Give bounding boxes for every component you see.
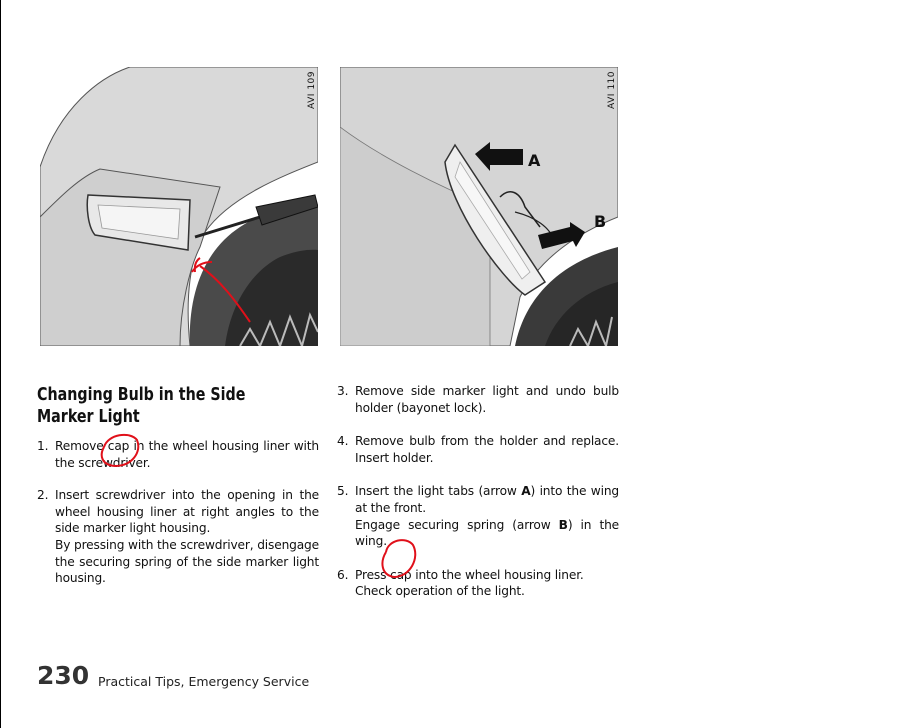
step-number: 6. <box>337 567 349 582</box>
car-wing-illustration-1 <box>40 67 318 346</box>
page-left-border <box>0 0 1 728</box>
section-name: Practical Tips, Emergency Service <box>98 674 310 689</box>
car-wing-illustration-2 <box>340 67 618 346</box>
step-subtext-post: ) in the wing. <box>355 517 619 549</box>
step-text: Remove side marker light and undo bulb holder (bayonet lock). <box>355 384 619 415</box>
step-6 <box>337 567 619 600</box>
step-3 <box>337 383 619 416</box>
figure-code-label: AVI 110 <box>607 71 617 109</box>
step-text-post: ) into the wing at the front. <box>355 484 619 515</box>
step-text: Remove bulb from the holder and replace. Insert holder. <box>355 434 619 465</box>
callout-a: A <box>528 151 541 170</box>
step-5 <box>337 483 619 549</box>
steps-right-column <box>337 383 619 600</box>
step-1 <box>37 438 319 471</box>
step-4 <box>337 433 619 466</box>
step-text: Insert screwdriver into the opening in the wheel housing liner at right angles to the side marker light housing. <box>55 488 319 536</box>
step-text <box>355 483 619 516</box>
figure-remove-cap <box>40 67 318 346</box>
arrow-ref-b: B <box>558 517 568 532</box>
step-subtext-pre: Engage securing spring (arrow <box>355 517 559 532</box>
step-text: Remove cap in the wheel housing liner with the screwdriver. <box>55 439 319 470</box>
page-number: 230 <box>37 661 90 690</box>
step-text: Press cap into the wheel housing liner. <box>355 567 584 582</box>
arrow-ref-a: A <box>521 484 531 499</box>
step-text-pre: Insert the light tabs (arrow <box>355 484 522 499</box>
steps-left-column <box>37 438 319 587</box>
figure-code-label: AVI 109 <box>307 71 317 109</box>
step-number: 4. <box>337 434 349 449</box>
step-number: 2. <box>37 488 49 503</box>
step-2 <box>37 487 319 587</box>
step-subtext <box>355 517 619 550</box>
callout-b: B <box>594 212 607 231</box>
step-subtext: By pressing with the screwdriver, disengage the securing spring of the side marker light housing. <box>55 537 319 586</box>
step-number: 5. <box>337 484 349 499</box>
figure-insert-light <box>340 67 618 346</box>
section-heading: Changing Bulb in the Side Marker Light <box>37 384 246 427</box>
step-subtext: Check operation of the light. <box>355 584 525 599</box>
step-number: 1. <box>37 439 49 453</box>
step-number: 3. <box>337 384 349 398</box>
